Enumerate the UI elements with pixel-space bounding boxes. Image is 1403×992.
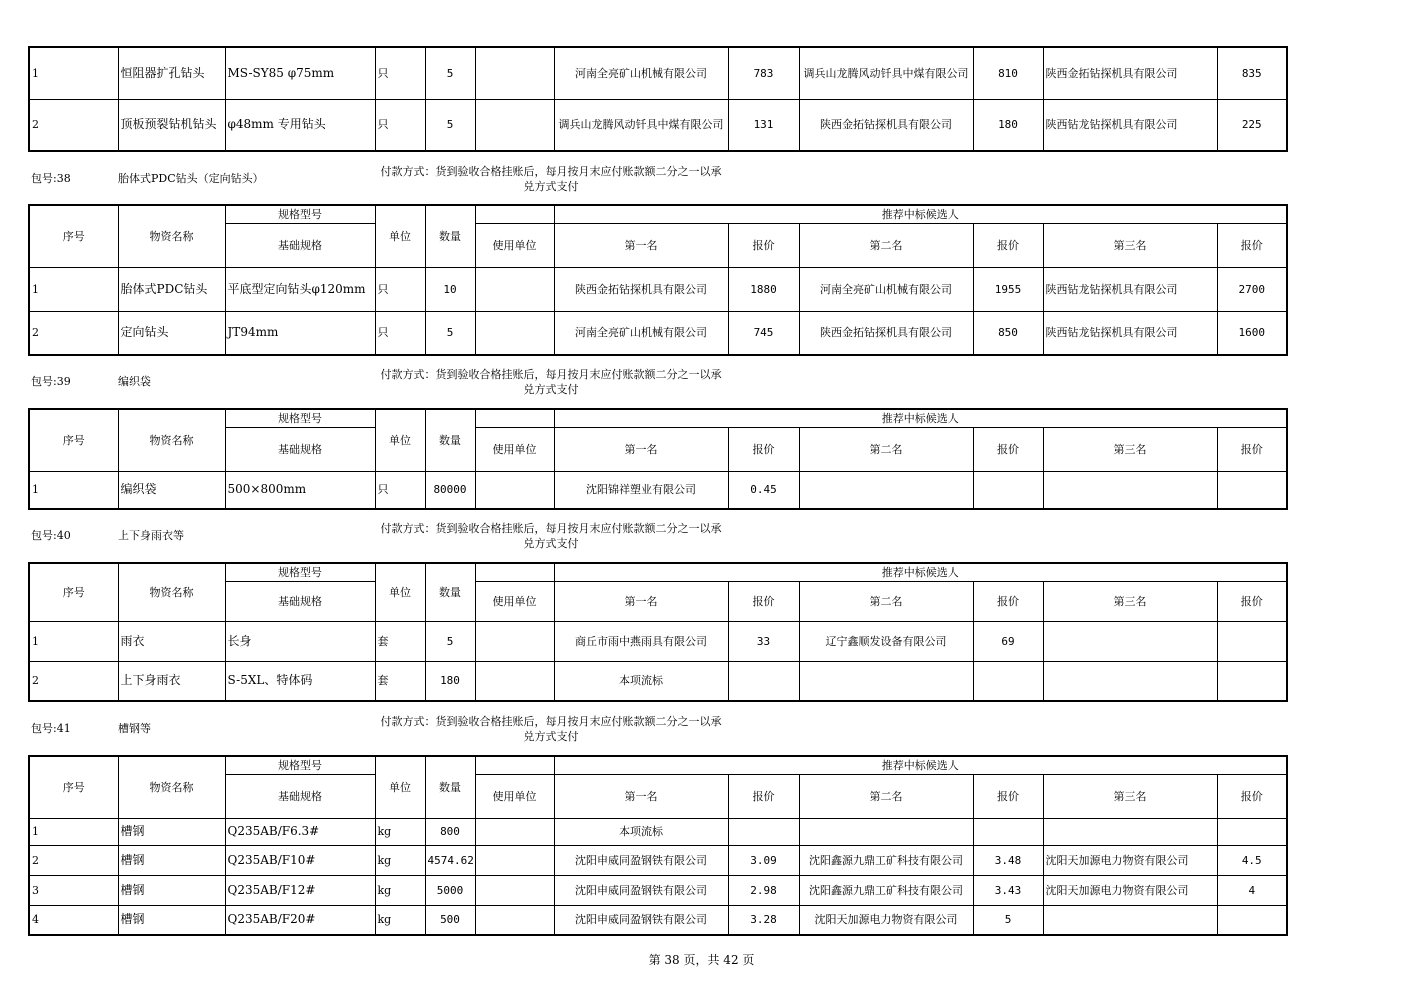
cell-price-3	[1217, 661, 1287, 701]
cell-price-3: 1600	[1217, 311, 1287, 355]
cell-spec: JT94mm	[225, 311, 375, 355]
bid-table	[28, 46, 1288, 152]
cell-third	[1043, 471, 1217, 509]
header-spec-group: 规格型号	[225, 409, 375, 427]
table-row	[29, 845, 1287, 875]
header-price-1: 报价	[728, 223, 799, 267]
header-spec: 基础规格	[225, 774, 375, 818]
cell-price-3	[1217, 818, 1287, 845]
header-third: 第三名	[1043, 427, 1217, 471]
cell-user	[475, 47, 554, 99]
cell-unit: 只	[375, 311, 425, 355]
cell-unit: 套	[375, 661, 425, 701]
header-spec-group: 规格型号	[225, 756, 375, 774]
bid-table	[28, 562, 1288, 702]
cell-qty: 4574.62	[425, 845, 475, 875]
header-third: 第三名	[1043, 774, 1217, 818]
cell-price-2	[973, 818, 1043, 845]
cell-price-1: 745	[728, 311, 799, 355]
cell-price-2: 810	[973, 47, 1043, 99]
header-user: 使用单位	[475, 581, 554, 621]
cell-price-3	[1217, 621, 1287, 661]
cell-user	[475, 267, 554, 311]
cell-seq: 1	[29, 621, 118, 661]
cell-price-1: 0.45	[728, 471, 799, 509]
cell-user	[475, 621, 554, 661]
cell-unit: kg	[375, 905, 425, 935]
cell-price-1	[728, 818, 799, 845]
header-spec-group: 规格型号	[225, 205, 375, 223]
header-qty: 数量	[425, 563, 475, 621]
header-spec: 基础规格	[225, 223, 375, 267]
cell-user	[475, 905, 554, 935]
package-title: 槽钢等	[118, 722, 151, 735]
package-number: 包号:41	[31, 722, 71, 735]
cell-unit: 套	[375, 621, 425, 661]
header-price-3: 报价	[1217, 774, 1287, 818]
header-price-1: 报价	[728, 427, 799, 471]
package-title: 上下身雨衣等	[118, 529, 184, 542]
cell-price-3: 225	[1217, 99, 1287, 151]
header-qty: 数量	[425, 409, 475, 471]
header-first: 第一名	[554, 427, 728, 471]
header-seq: 序号	[29, 205, 118, 267]
header-unit: 单位	[375, 409, 425, 471]
cell-second: 辽宁鑫顺发设备有限公司	[799, 621, 973, 661]
header-first: 第一名	[554, 223, 728, 267]
header-second: 第二名	[799, 581, 973, 621]
cell-second: 陕西金拓钻探机具有限公司	[799, 311, 973, 355]
cell-first: 沈阳申威同盈钢铁有限公司	[554, 845, 728, 875]
header-seq: 序号	[29, 756, 118, 818]
cell-name: 槽钢	[118, 818, 225, 845]
cell-price-2: 69	[973, 621, 1043, 661]
cell-price-3	[1217, 905, 1287, 935]
package-header	[0, 529, 400, 543]
header-price-2: 报价	[973, 223, 1043, 267]
cell-name: 上下身雨衣	[118, 661, 225, 701]
header-name: 物资名称	[118, 409, 225, 471]
cell-first: 陕西金拓钻探机具有限公司	[554, 267, 728, 311]
header-name: 物资名称	[118, 563, 225, 621]
cell-name: 槽钢	[118, 905, 225, 935]
bid-table	[28, 204, 1288, 356]
cell-second: 河南全亮矿山机械有限公司	[799, 267, 973, 311]
table-row	[29, 818, 1287, 845]
cell-price-1	[728, 661, 799, 701]
cell-qty: 5	[425, 621, 475, 661]
payment-terms: 付款方式：货到验收合格挂账后，每月按月末应付账款额二分之一以承兑方式支付	[380, 715, 722, 743]
cell-unit: 只	[375, 471, 425, 509]
cell-seq: 1	[29, 471, 118, 509]
package-title: 胎体式PDC钻头（定向钻头）	[118, 172, 264, 185]
cell-price-2	[973, 471, 1043, 509]
header-seq: 序号	[29, 563, 118, 621]
cell-seq: 4	[29, 905, 118, 935]
table-row	[29, 99, 1287, 151]
cell-second: 陕西金拓钻探机具有限公司	[799, 99, 973, 151]
table-row	[29, 875, 1287, 905]
cell-price-2: 1955	[973, 267, 1043, 311]
header-second: 第二名	[799, 223, 973, 267]
table-row	[29, 471, 1287, 509]
cell-price-1: 33	[728, 621, 799, 661]
table-row	[29, 267, 1287, 311]
cell-unit: 只	[375, 99, 425, 151]
header-user: 使用单位	[475, 223, 554, 267]
header-price-3: 报价	[1217, 581, 1287, 621]
payment-terms: 付款方式：货到验收合格挂账后，每月按月末应付账款额二分之一以承兑方式支付	[380, 368, 722, 396]
cell-second: 沈阳天加源电力物资有限公司	[799, 905, 973, 935]
cell-name: 槽钢	[118, 845, 225, 875]
header-name: 物资名称	[118, 756, 225, 818]
payment-terms: 付款方式：货到验收合格挂账后，每月按月末应付账款额二分之一以承兑方式支付	[380, 522, 722, 550]
cell-third	[1043, 905, 1217, 935]
cell-qty: 180	[425, 661, 475, 701]
cell-price-2: 850	[973, 311, 1043, 355]
cell-second	[799, 661, 973, 701]
header-qty: 数量	[425, 205, 475, 267]
cell-price-1: 131	[728, 99, 799, 151]
cell-third: 沈阳天加源电力物资有限公司	[1043, 845, 1217, 875]
cell-price-3: 2700	[1217, 267, 1287, 311]
page-footer: 第 38 页，共 42 页	[648, 953, 755, 967]
cell-qty: 5	[425, 311, 475, 355]
cell-first: 沈阳锦祥塑业有限公司	[554, 471, 728, 509]
cell-spec: Q235AB/F20#	[225, 905, 375, 935]
cell-unit: kg	[375, 875, 425, 905]
cell-second: 沈阳鑫源九鼎工矿科技有限公司	[799, 845, 973, 875]
cell-price-1: 3.09	[728, 845, 799, 875]
cell-qty: 10	[425, 267, 475, 311]
header-unit: 单位	[375, 205, 425, 267]
cell-price-1: 1880	[728, 267, 799, 311]
cell-user	[475, 99, 554, 151]
cell-name: 槽钢	[118, 875, 225, 905]
cell-spec: S-5XL、特体码	[225, 661, 375, 701]
cell-first: 沈阳申威同盈钢铁有限公司	[554, 905, 728, 935]
cell-spec: 长身	[225, 621, 375, 661]
header-spec-group: 规格型号	[225, 563, 375, 581]
header-price-2: 报价	[973, 427, 1043, 471]
cell-name: 胎体式PDC钻头	[118, 267, 225, 311]
header-candidates: 推荐中标候选人	[554, 205, 1287, 223]
cell-user	[475, 471, 554, 509]
header-first: 第一名	[554, 581, 728, 621]
table-row	[29, 621, 1287, 661]
cell-third	[1043, 661, 1217, 701]
header-spec: 基础规格	[225, 427, 375, 471]
header-name: 物资名称	[118, 205, 225, 267]
cell-spec: Q235AB/F12#	[225, 875, 375, 905]
cell-third	[1043, 621, 1217, 661]
cell-seq: 1	[29, 818, 118, 845]
cell-price-2	[973, 661, 1043, 701]
bid-table	[28, 408, 1288, 510]
cell-third	[1043, 818, 1217, 845]
cell-first: 调兵山龙腾风动钎具中煤有限公司	[554, 99, 728, 151]
table-row	[29, 311, 1287, 355]
header-seq: 序号	[29, 409, 118, 471]
table-row	[29, 47, 1287, 99]
cell-price-3: 4.5	[1217, 845, 1287, 875]
cell-name: 顶板预裂钻机钻头	[118, 99, 225, 151]
header-price-2: 报价	[973, 581, 1043, 621]
cell-name: 编织袋	[118, 471, 225, 509]
cell-seq: 2	[29, 311, 118, 355]
cell-seq: 1	[29, 267, 118, 311]
package-number: 包号:39	[31, 375, 71, 388]
header-second: 第二名	[799, 774, 973, 818]
cell-spec: MS-SY85 φ75mm	[225, 47, 375, 99]
cell-seq: 2	[29, 661, 118, 701]
header-first: 第一名	[554, 774, 728, 818]
cell-user	[475, 311, 554, 355]
cell-name: 定向钻头	[118, 311, 225, 355]
cell-price-1: 2.98	[728, 875, 799, 905]
cell-name: 雨衣	[118, 621, 225, 661]
cell-second: 调兵山龙腾风动钎具中煤有限公司	[799, 47, 973, 99]
header-unit: 单位	[375, 563, 425, 621]
header-third: 第三名	[1043, 581, 1217, 621]
header-candidates: 推荐中标候选人	[554, 756, 1287, 774]
cell-first: 河南全亮矿山机械有限公司	[554, 47, 728, 99]
header-price-2: 报价	[973, 774, 1043, 818]
cell-unit: 只	[375, 267, 425, 311]
header-spec: 基础规格	[225, 581, 375, 621]
header-candidates: 推荐中标候选人	[554, 563, 1287, 581]
cell-user	[475, 845, 554, 875]
cell-spec: 500×800mm	[225, 471, 375, 509]
cell-spec: Q235AB/F6.3#	[225, 818, 375, 845]
cell-spec: Q235AB/F10#	[225, 845, 375, 875]
cell-unit: kg	[375, 818, 425, 845]
cell-price-3	[1217, 471, 1287, 509]
cell-price-2: 180	[973, 99, 1043, 151]
header-unit: 单位	[375, 756, 425, 818]
cell-price-1: 783	[728, 47, 799, 99]
cell-third: 陕西钻龙钻探机具有限公司	[1043, 311, 1217, 355]
package-header	[0, 172, 400, 186]
cell-second	[799, 471, 973, 509]
cell-third: 陕西钻龙钻探机具有限公司	[1043, 99, 1217, 151]
cell-price-3: 4	[1217, 875, 1287, 905]
header-price-1: 报价	[728, 581, 799, 621]
cell-name: 恒阻器扩孔钻头	[118, 47, 225, 99]
header-user-blank	[475, 205, 554, 223]
cell-spec: 平底型定向钻头φ120mm	[225, 267, 375, 311]
header-user-blank	[475, 563, 554, 581]
cell-user	[475, 875, 554, 905]
package-number: 包号:40	[31, 529, 71, 542]
cell-price-2: 3.43	[973, 875, 1043, 905]
header-price-3: 报价	[1217, 223, 1287, 267]
header-candidates: 推荐中标候选人	[554, 409, 1287, 427]
cell-spec: φ48mm 专用钻头	[225, 99, 375, 151]
package-header	[0, 375, 400, 389]
cell-second: 沈阳鑫源九鼎工矿科技有限公司	[799, 875, 973, 905]
cell-third: 沈阳天加源电力物资有限公司	[1043, 875, 1217, 905]
header-price-3: 报价	[1217, 427, 1287, 471]
cell-user	[475, 818, 554, 845]
cell-third: 陕西金拓钻探机具有限公司	[1043, 47, 1217, 99]
header-user-blank	[475, 756, 554, 774]
cell-qty: 5	[425, 47, 475, 99]
table-row	[29, 661, 1287, 701]
header-second: 第二名	[799, 427, 973, 471]
header-price-1: 报价	[728, 774, 799, 818]
cell-qty: 80000	[425, 471, 475, 509]
package-title: 编织袋	[118, 375, 151, 388]
cell-unit: 只	[375, 47, 425, 99]
header-user: 使用单位	[475, 427, 554, 471]
cell-third: 陕西钻龙钻探机具有限公司	[1043, 267, 1217, 311]
header-user-blank	[475, 409, 554, 427]
cell-first: 本项流标	[554, 818, 728, 845]
table-row	[29, 905, 1287, 935]
cell-second	[799, 818, 973, 845]
cell-price-3: 835	[1217, 47, 1287, 99]
bid-table	[28, 755, 1288, 936]
cell-first: 本项流标	[554, 661, 728, 701]
cell-qty: 500	[425, 905, 475, 935]
package-number: 包号:38	[31, 172, 71, 185]
cell-seq: 2	[29, 99, 118, 151]
cell-seq: 1	[29, 47, 118, 99]
cell-qty: 5	[425, 99, 475, 151]
cell-unit: kg	[375, 845, 425, 875]
cell-price-2: 3.48	[973, 845, 1043, 875]
cell-price-2: 5	[973, 905, 1043, 935]
package-header	[0, 722, 400, 736]
cell-qty: 800	[425, 818, 475, 845]
payment-terms: 付款方式：货到验收合格挂账后，每月按月末应付账款额二分之一以承兑方式支付	[380, 165, 722, 193]
cell-seq: 3	[29, 875, 118, 905]
cell-seq: 2	[29, 845, 118, 875]
cell-first: 沈阳申威同盈钢铁有限公司	[554, 875, 728, 905]
cell-first: 河南全亮矿山机械有限公司	[554, 311, 728, 355]
cell-price-1: 3.28	[728, 905, 799, 935]
header-user: 使用单位	[475, 774, 554, 818]
header-third: 第三名	[1043, 223, 1217, 267]
header-qty: 数量	[425, 756, 475, 818]
cell-qty: 5000	[425, 875, 475, 905]
cell-first: 商丘市雨中燕雨具有限公司	[554, 621, 728, 661]
cell-user	[475, 661, 554, 701]
